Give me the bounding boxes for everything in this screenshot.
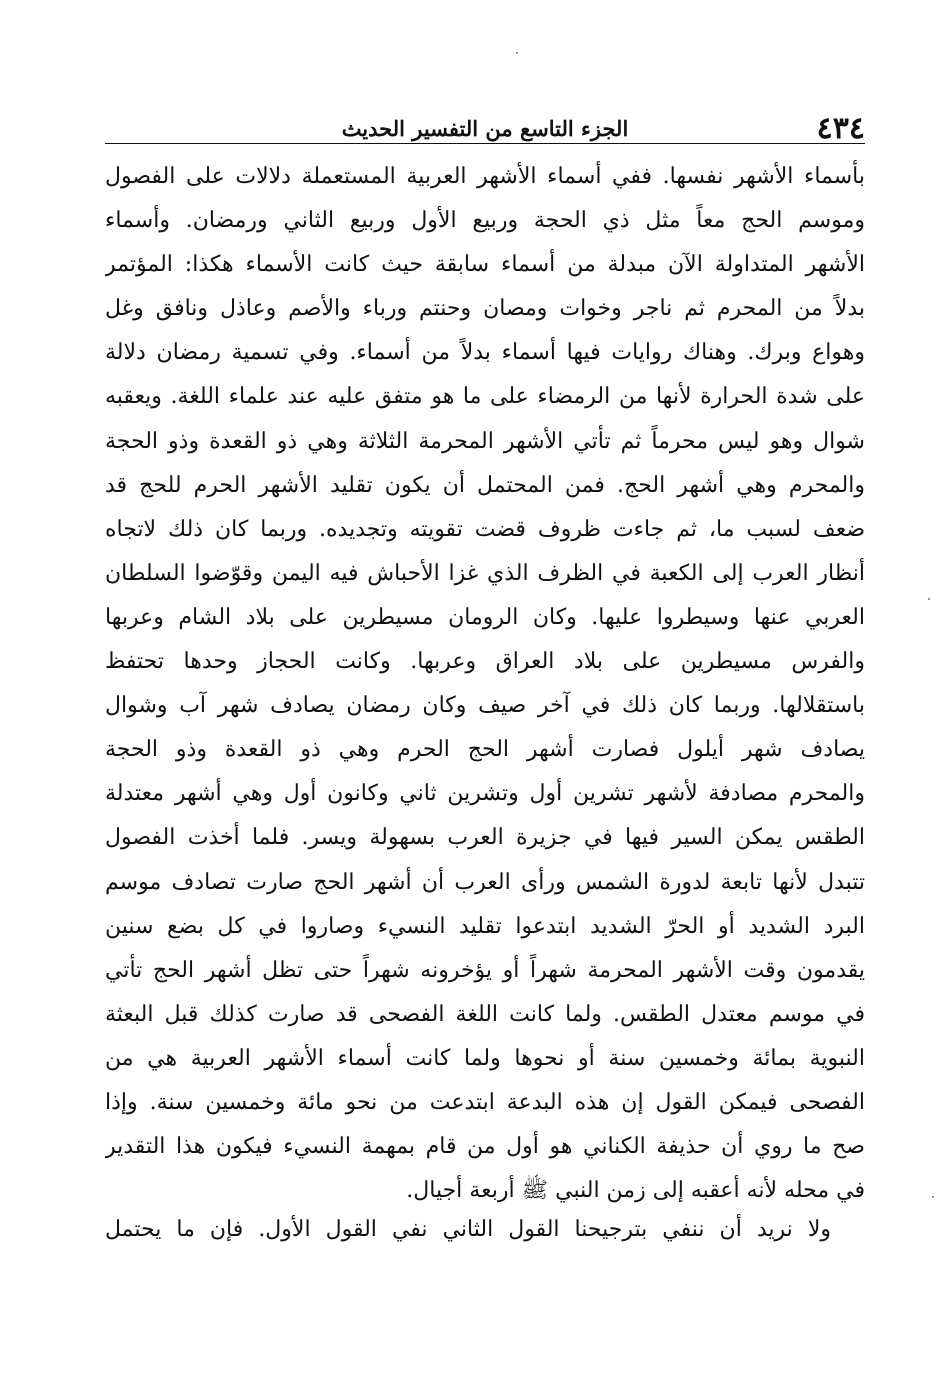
text-line: وموسم الحج معاً مثل ذي الحجة وربيع الأول وربيع الثاني ورمضان. وأسماء [105,208,865,234]
paragraph-2 [105,1208,865,1252]
scan-speck [928,598,930,600]
text-line: الأشهر المتداولة الآن مبدلة من أسماء سابقة حيث كانت الأسماء هكذا: المؤتمر [105,252,865,278]
scan-speck [932,1196,934,1198]
running-title: الجزء التاسع من التفسير الحديث [341,116,629,141]
text-line: والمحرم وهي أشهر الحج. فمن المحتمل أن يكون تقليد الأشهر الحرم للحج قد [105,472,865,498]
text-line: باستقلالها. وربما كان ذلك في آخر صيف وكان رمضان يصادف شهر آب وشوال [105,693,865,719]
text-line: على شدة الحرارة لأنها من الرمضاء على ما هو متفق عليه عند علماء اللغة. ويعقبه [105,384,865,410]
header-rule [105,143,865,144]
text-line: يقدمون وقت الأشهر المحرمة شهراً أو يؤخرونه شهراً حتى تظل أشهر الحج تأتي [105,957,865,983]
text-line: الطقس يمكن السير فيها في جزيرة العرب بسهولة ويسر. فلما أخذت الفصول [105,825,865,851]
text-line: شوال وهو ليس محرماً ثم تأتي الأشهر المحرمة الثلاثة وهي ذو القعدة وذو الحجة [105,428,865,454]
page-number: ٤٣٤ [816,111,865,146]
text-line: والمحرم مصادفة لأشهر تشرين أول وتشرين ثاني وكانون أول وهي أشهر معتدلة [105,781,865,807]
text-line: العربي عنها وسيطروا عليها. وكان الرومان مسيطرين على بلاد الشام وعربها [105,604,865,630]
scan-speck [516,52,518,54]
text-line: تتبدل لأنها تابعة لدورة الشمس ورأى العرب أن أشهر الحج صارت تصادف موسم [105,869,865,895]
text-line-last: في محله لأنه أعقبه إلى زمن النبي ﷺ أربعة أجيال. [406,1178,865,1204]
text-line: الفصحى فيمكن القول إن هذه البدعة ابتدعت من نحو مائة وخمسين سنة. وإذا [105,1089,865,1115]
text-line: البرد الشديد أو الحرّ الشديد ابتدعوا تقليد النسيء وصاروا في كل بضع سنين [105,913,865,939]
text-line: بأسماء الأشهر نفسها. ففي أسماء الأشهر العربية المستعملة دلالات على الفصول [105,164,865,189]
text-line: وهواع وبرك. وهناك روايات فيها أسماء بدلاً من أسماء. وفي تسمية رمضان دلالة [105,340,865,366]
text-line: أنظار العرب إلى الكعبة في الظرف الذي غزا الأحباش فيه اليمن وقوّضوا السلطان [105,560,865,586]
page-header [105,110,865,150]
text-line: في موسم معتدل الطقس. ولما كانت اللغة الفصحى قد صارت كذلك قبل البعثة [105,1001,865,1027]
text-line: بدلاً من المحرم ثم ناجر وخوات ومصان وحنتم ورباء والأصم وعاذل ونافق وغل [105,296,865,322]
text-line: ضعف لسبب ما، ثم جاءت ظروف قضت تقويته وتجديده. وربما كان ذلك لاتجاه [105,516,865,542]
text-line: النبوية بمائة وخمسين سنة أو نحوها ولما كانت أسماء الأشهر العربية هي من [105,1045,865,1071]
text-line: والفرس مسيطرين على بلاد العراق وعربها. وكانت الحجاز وحدها تحتفظ [105,649,865,675]
text-line: ولا نريد أن ننفي بترجيحنا القول الثاني نفي القول الأول. فإن ما يحتمل [105,1217,831,1242]
paragraph-1 [105,155,865,1213]
text-line: صح ما روي أن حذيفة الكناني هو أول من قام بمهمة النسيء فيكون هذا التقدير [105,1134,865,1160]
text-line: يصادف شهر أيلول فصارت أشهر الحج الحرم وهي ذو القعدة وذو الحجة [105,737,865,763]
